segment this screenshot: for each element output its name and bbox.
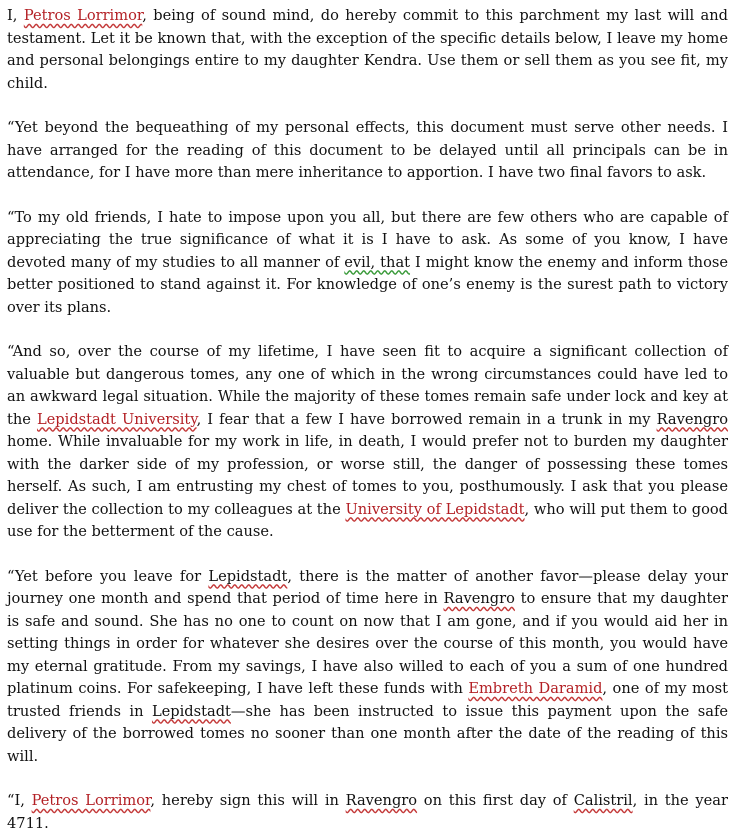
spell-flagged-ravengro[interactable]: Ravengro (656, 410, 728, 428)
text-segment: on this first day of (417, 792, 574, 809)
name-petros-lorrimor[interactable]: Petros Lorrimor (23, 7, 143, 24)
spell-flagged-lepidstadt[interactable]: Lepidstadt (208, 567, 288, 585)
text-segment: “I, (7, 792, 32, 809)
paragraph-4 (7, 341, 728, 544)
text-segment: —she has been instructed to issue this payment upon the safe delivery of the borrowed tomes no sooner than one month after the date of the reading of this will. (7, 702, 728, 765)
spell-flagged-lepidstadt[interactable]: Lepidstadt (151, 702, 231, 720)
text-segment: , there is the matter of another favor—please delay your journey one month and spend that period of time here in (7, 567, 729, 607)
place-university-of-lepidstadt[interactable]: University of Lepidstadt (345, 500, 525, 518)
text-segment: , one of my most trusted friends in (7, 680, 728, 720)
paragraph-5 (7, 566, 728, 769)
text-segment: to ensure that my daughter is safe and sound. She has no one to count on now that I am gone, and if you would aid her in setting things in order for whatever she desires over the course of this month, you would have my eternal gratitude. From my savings, I have also willed to each of you a sum of one hundred platinum coins. For safekeeping, I have left these funds with (7, 590, 728, 697)
text-segment: home. While invaluable for my work in life, in death, I would prefer not to burden my daughter with the darker side of my profession, or worse still, the danger of possessing these tomes herself. As such, I am entrusting my chest of tomes to you, posthumously. I ask that you please deliver the collection to my colleagues at the (7, 433, 728, 518)
text-segment: I, (7, 7, 24, 24)
text-segment: , who will put them to good use for the betterment of the cause. (7, 500, 728, 540)
text-segment: , being of sound mind, do hereby commit to this parchment my last will and testament. Let it be known that, with the exception of the specific details below, I leave my home and personal belongings entire to my daughter Kendra. Use them or sell them as you see fit, my child. (7, 7, 729, 92)
text-segment: “Yet before you leave for (7, 567, 209, 585)
spell-flagged-calistril[interactable]: Calistril (573, 792, 633, 809)
text-segment: “To my old friends, I hate to impose upon you all, but there are few others who are capable of appreciating the true significance of what it is I have to ask. As some of you know, I have devoted many of my studies to all manner of (7, 208, 728, 271)
name-embreth-daramid[interactable]: Embreth Daramid (468, 680, 603, 697)
text-segment: “Yet beyond the bequeathing of my personal effects, this document must serve other needs. I have arranged for the reading of this document to be delayed until all principals can be in attendance, for I have more than mere inheritance to apportion. I have two final favors to ask. (7, 119, 728, 181)
text-segment: I might know the enemy and inform those better positioned to stand against it. For knowledge of one’s enemy is the surest path to victory over its plans. (7, 253, 728, 316)
paragraph-2 (7, 117, 728, 185)
grammar-flagged-text[interactable]: evil, that (344, 253, 411, 271)
spell-flagged-ravengro[interactable]: Ravengro (345, 792, 418, 809)
text-segment: , in the year 4711. (7, 792, 728, 832)
text-segment: “And so, over the course of my lifetime, I have seen fit to acquire a significant collection of valuable but dangerous tomes, any one of which in the wrong circumstances could have led to an awkward legal situation. While the majority of these tomes remain safe under lock and key at the (7, 343, 728, 428)
text-segment: , hereby sign this will in (150, 792, 346, 809)
spell-flagged-ravengro[interactable]: Ravengro (443, 590, 515, 607)
place-lepidstadt-university[interactable]: Lepidstadt University (36, 410, 197, 428)
paragraph-1 (7, 5, 728, 95)
paragraph-6 (7, 790, 728, 835)
name-petros-lorrimor[interactable]: Petros Lorrimor (31, 792, 151, 809)
text-segment: , I fear that a few I have borrowed remain in a trunk in my (196, 410, 657, 428)
paragraph-3 (7, 207, 728, 320)
